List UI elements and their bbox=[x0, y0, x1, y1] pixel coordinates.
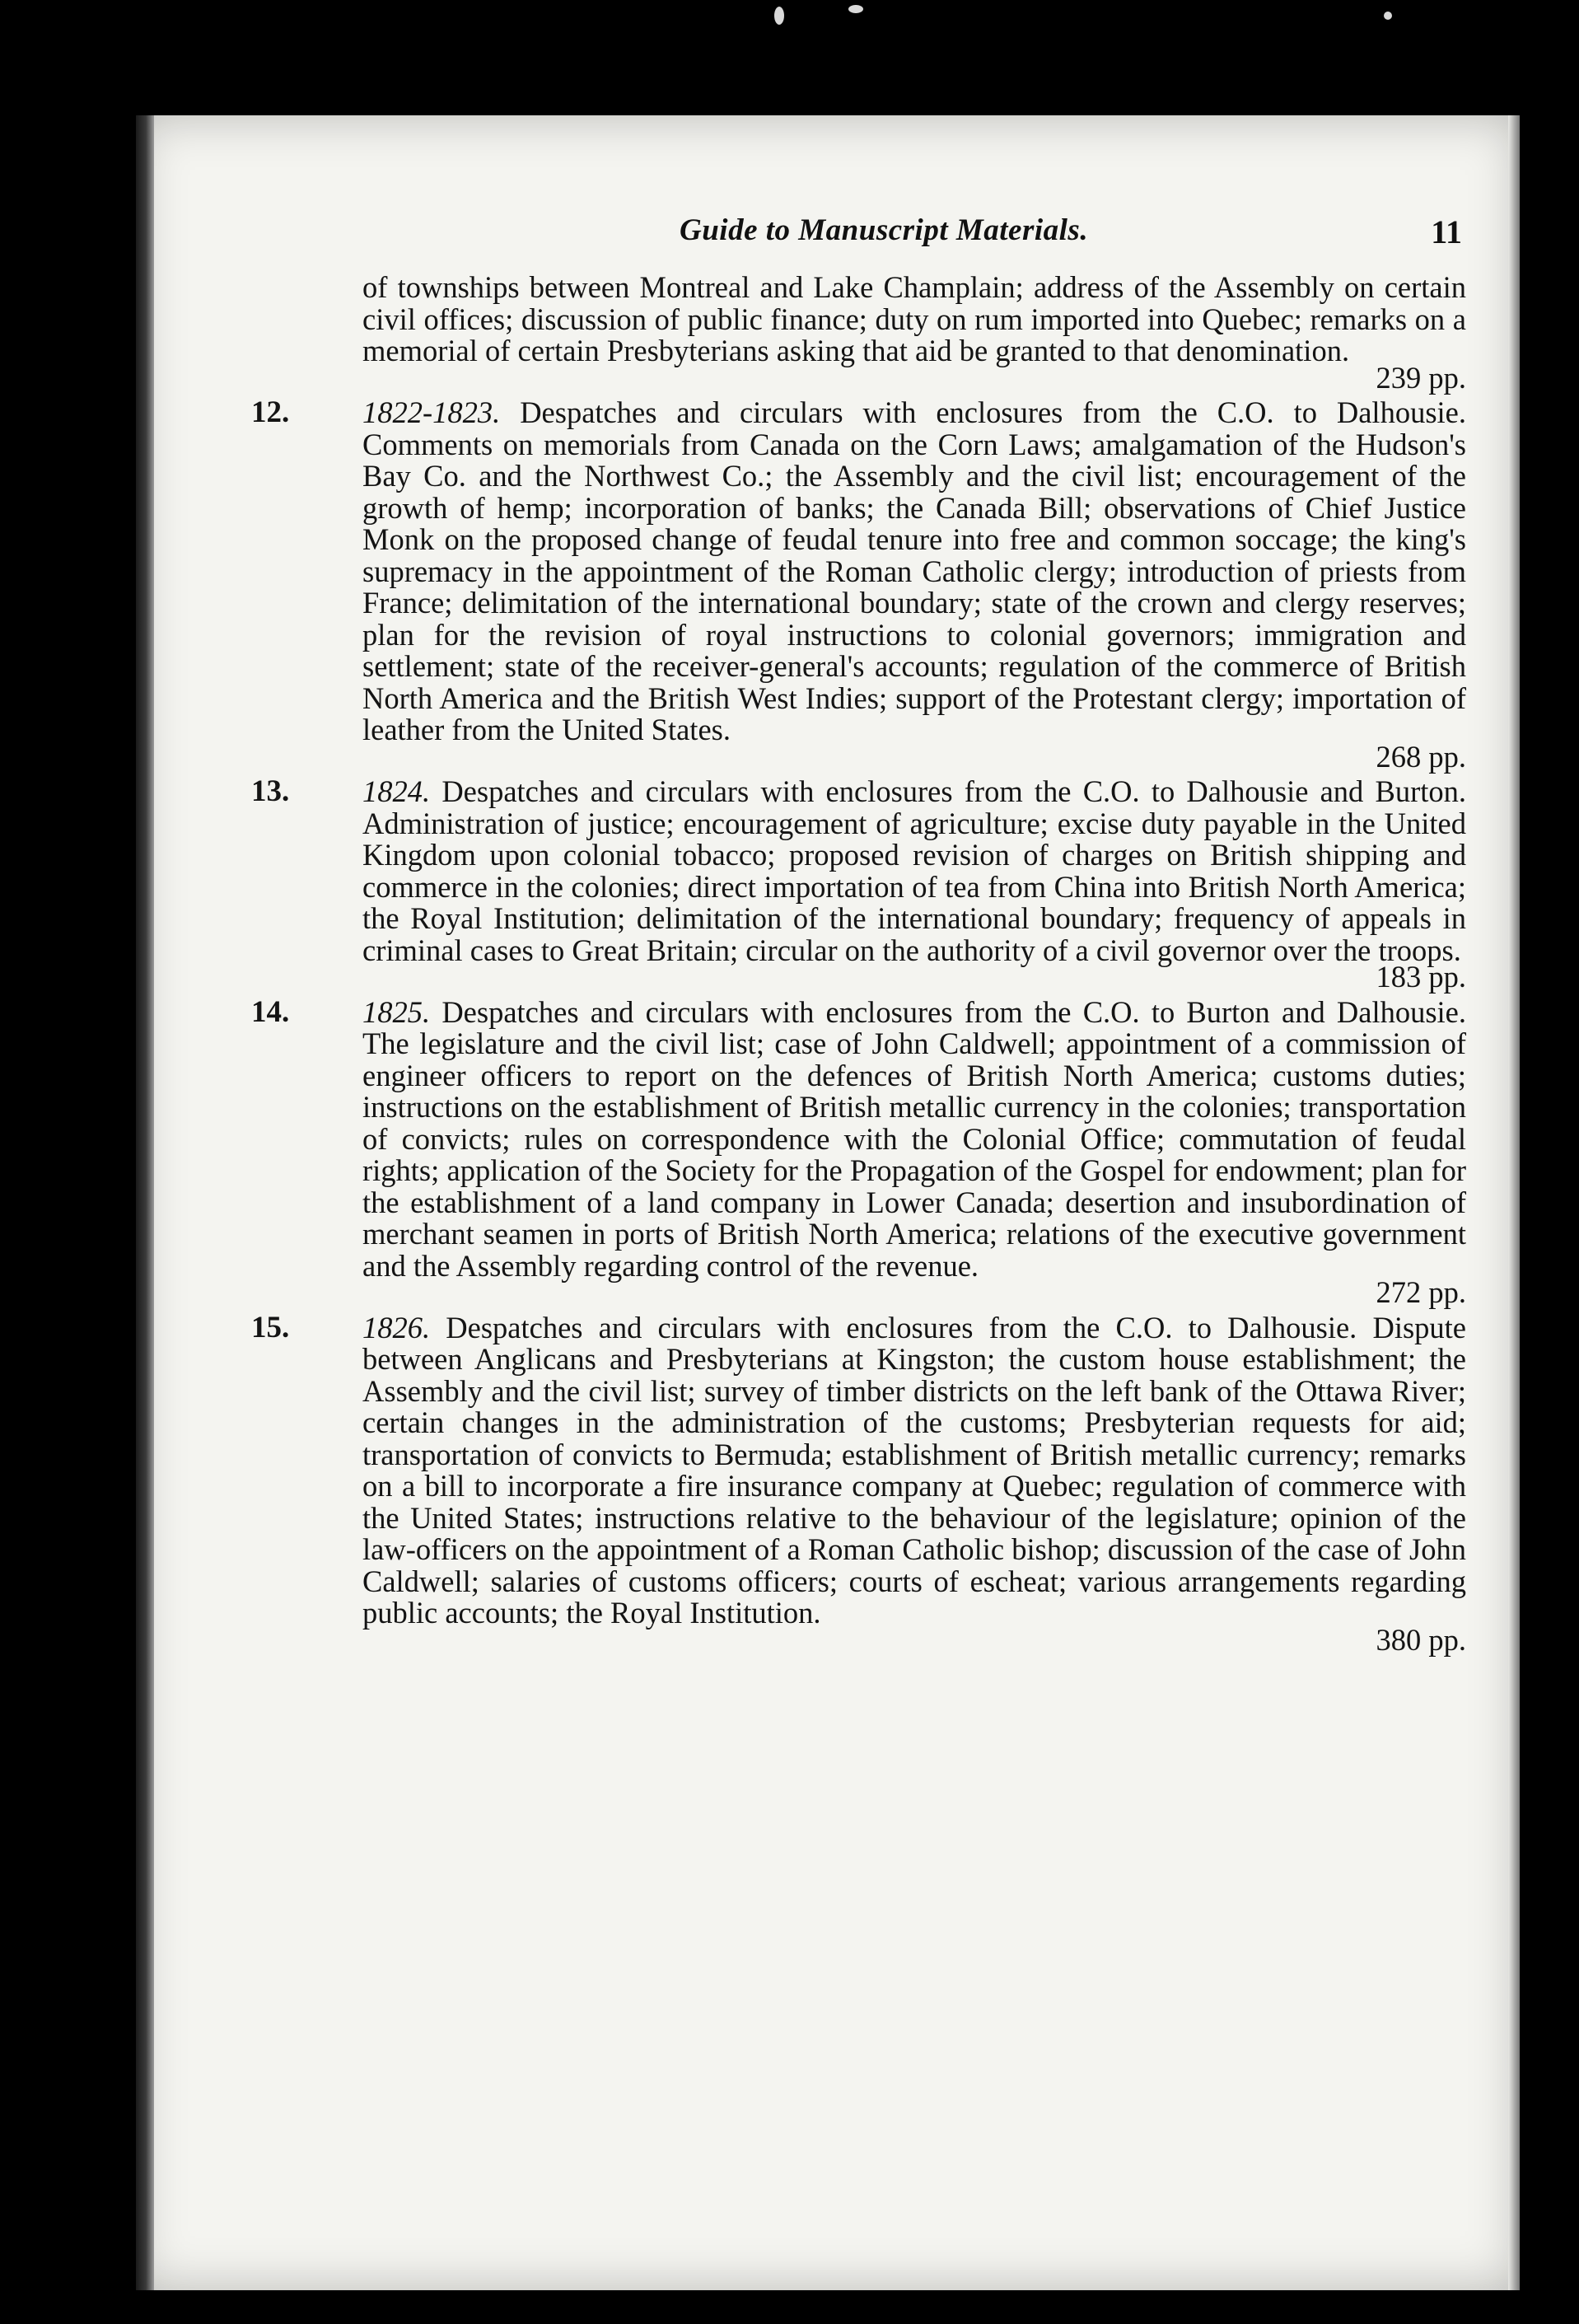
entry-13 bbox=[251, 774, 1467, 994]
page-count: 268 pp. bbox=[1376, 739, 1466, 774]
running-head bbox=[540, 213, 1462, 262]
document-page bbox=[136, 115, 1520, 2290]
entry-number: 14. bbox=[251, 994, 290, 1029]
running-title: Guide to Manuscript Materials. bbox=[680, 213, 1089, 247]
page-count: 272 pp. bbox=[1376, 1275, 1466, 1309]
page-count: 239 pp. bbox=[1376, 360, 1466, 395]
entry-description: Despatches and circulars with enclosures from the C.O. to Dalhousie and Burton. Administration of justice; encouragement of agriculture; excise duty payable in the United Kingdom upon colonial tobacco; proposed revision of charges on British shipping and commerce in the colonies; direct importation of tea from China into British North America; the Royal Institution; delimitation of the international boundary; frequency of appeals in criminal cases to Great Britain; circular on the authority of a civil governor over the troops. bbox=[362, 774, 1467, 967]
page-number: 11 bbox=[1431, 213, 1462, 250]
scan-speck bbox=[1384, 12, 1392, 20]
scan-speck bbox=[848, 5, 863, 13]
entry-description: Despatches and circulars with enclosures from the C.O. to Dalhousie. Comments on memorials from Canada on the Corn Laws; amalgamation of the Hudson's Bay Co. and the Northwest Co.; the Assembly and the civil list; encouragement of the growth of hemp; incorporation of banks; the Canada Bill; observations of Chief Justice Monk on the proposed change of feudal tenure into free and common soccage; the king's supremacy in the appointment of the Roman Catholic clergy; introduction of priests from France; delimitation of the international boundary; state of the crown and clergy reserves; plan for the revision of royal instructions to colonial governors; immigration and settlement; state of the receiver-general's accounts; regulation of the commerce of British North America and the British West Indies; support of the Protestant clergy; importation of leather from the United States. bbox=[362, 395, 1466, 746]
entry-15 bbox=[251, 1310, 1467, 1657]
scan-speck bbox=[774, 7, 784, 25]
entry-description: Despatches and circulars with enclosures from the C.O. to Burton and Dalhousie. The legislature and the civil list; case of John Caldwell; appointment of a commission of engineer officers to report on the defences of British North America; customs duties; instructions on the establishment of British metallic currency in the colonies; transportation of convicts; rules on correspondence with the Colonial Office; commutation of feudal rights; application of the Society for the Propagation of the Gospel for endowment; plan for the establishment of a land company in Lower Canada; desertion and insubordination of merchant seamen in ports of British North America; relations of the executive government and the Assembly regarding control of the revenue. bbox=[362, 994, 1467, 1283]
continuation-text: of townships between Montreal and Lake Champlain; address of the Assembly on certain civil offices; discussion of public finance; duty on rum imported into Quebec; remarks on a memorial of certain Presbyterians asking that aid be granted to that denomination. bbox=[362, 270, 1466, 367]
entry-number: 12. bbox=[251, 395, 290, 429]
entry-number: 15. bbox=[251, 1310, 290, 1344]
entry-years: 1826. bbox=[362, 1310, 431, 1344]
entry-years: 1824. bbox=[362, 774, 431, 808]
page-binding-shadow bbox=[136, 115, 154, 2290]
page-count: 183 pp. bbox=[1376, 960, 1466, 994]
page-count: 380 pp. bbox=[1376, 1622, 1466, 1657]
entry-12 bbox=[251, 395, 1466, 774]
entry-14 bbox=[251, 994, 1467, 1309]
page-edge-shadow bbox=[1508, 115, 1520, 2290]
entry-years: 1822-1823. bbox=[362, 395, 501, 429]
entry-number: 13. bbox=[251, 774, 290, 808]
entry-years: 1825. bbox=[362, 994, 431, 1029]
entry-description: Despatches and circulars with enclosures from the C.O. to Dalhousie. Dispute between Anglicans and Presbyterians at Kingston; the custom house establishment; the Assembly and the civil list; survey of timber districts on the left bank of the Ottawa River; certain changes in the administration of the customs; Presbyterian requests for aid; transportation of convicts to Bermuda; establishment of British metallic currency; remarks on a bill to incorporate a fire insurance company at Quebec; regulation of commerce with the United States; instructions relative to the behaviour of the legislature; opinion of the law-officers on the appointment of a Roman Catholic bishop; discussion of the case of John Caldwell; salaries of customs officers; courts of escheat; various arrangements regarding public accounts; the Royal Institution. bbox=[362, 1310, 1467, 1630]
body-text bbox=[251, 270, 1467, 1659]
continuation-paragraph bbox=[362, 272, 1466, 394]
